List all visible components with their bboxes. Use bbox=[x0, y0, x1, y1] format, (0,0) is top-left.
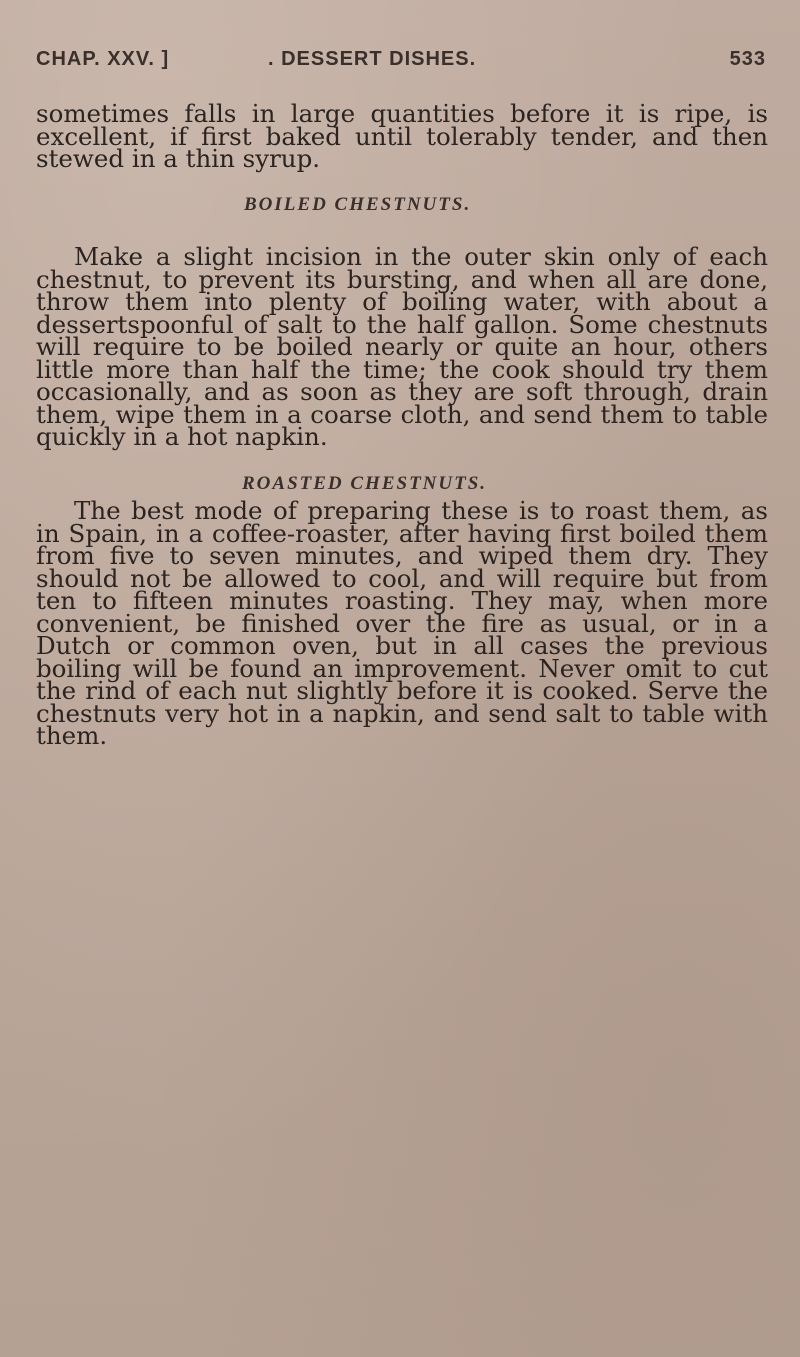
heading-roasted-chestnuts: ROASTED CHESTNUTS. bbox=[242, 473, 488, 494]
heading-boiled-chestnuts: BOILED CHESTNUTS. bbox=[244, 194, 472, 215]
page-number: 533 bbox=[729, 48, 766, 70]
roasted-chestnuts-text: The best mode of preparing these is to roast them, as in Spain, in a coffee-roaster, after having first boiled them from five to seven minutes, and wiped them dry. They should not be allowed to cool, and will require but from ten to fifteen minutes roasting. They may, when more convenient, be finished over the fire as usual, or in a Dutch or common oven, but in all cases the previous boiling will be found an improvement. Never omit to cut the rind of each nut slightly before it is cooked. Serve the chestnuts very hot in a napkin, and send salt to table with them. bbox=[36, 496, 768, 750]
continuation-text: sometimes falls in large quantities before it is ripe, is excellent, if first baked until tolerably tender, and then stewed in a thin syrup. bbox=[36, 99, 768, 173]
roasted-chestnuts-paragraph bbox=[36, 496, 768, 750]
section-title: . DESSERT DISHES. bbox=[268, 48, 477, 70]
boiled-chestnuts-paragraph bbox=[36, 242, 768, 451]
continuation-paragraph bbox=[36, 99, 768, 173]
running-head bbox=[36, 48, 766, 78]
chapter-marker: CHAP. XXV. ] bbox=[36, 48, 170, 70]
boiled-chestnuts-text: Make a slight incision in the outer skin only of each chestnut, to prevent its bursting, and when all are done, throw them into plenty of boiling water, with about a dessertspoonful of salt to the half gallon. Some chestnuts will require to be boiled nearly or quite an hour, others little more than half the time; the cook should try them occasionally, and as soon as they are soft through, drain them, wipe them in a coarse cloth, and send them to table quickly in a hot napkin. bbox=[36, 242, 768, 451]
